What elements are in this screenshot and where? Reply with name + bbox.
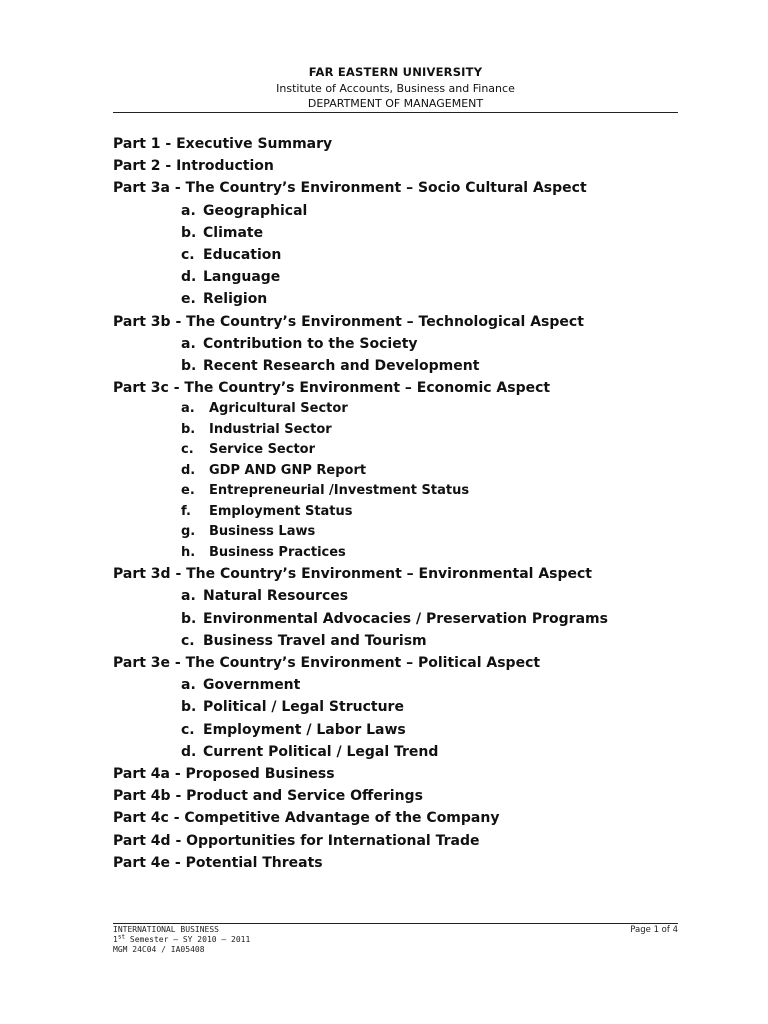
toc-item: b. Political / Legal Structure: [181, 699, 404, 716]
department-name: DEPARTMENT OF MANAGEMENT: [307, 97, 484, 110]
toc-item: b. Recent Research and Development: [181, 357, 480, 374]
toc-item: d. Language: [181, 269, 281, 286]
toc-item: a. Agricultural Sector: [181, 401, 348, 417]
toc-item: e. Entrepreneurial /Investment Status: [181, 483, 470, 499]
footer-semester: 1st Semester – SY 2010 – 2011: [113, 933, 251, 944]
table-of-contents: [113, 133, 713, 874]
footer-course: INTERNATIONAL BUSINESS: [113, 925, 219, 934]
toc-part-1: Part 1 - Executive Summary: [113, 136, 333, 152]
toc-part-4e: Part 4e - Potential Threats: [113, 854, 323, 871]
toc-part-4c: Part 4c - Competitive Advantage of the Company: [113, 810, 500, 827]
header-divider: [113, 112, 678, 113]
toc-item: h. Business Practices: [181, 544, 346, 560]
footer-divider: [113, 923, 678, 924]
page-number: Page 1 of 4: [630, 925, 678, 935]
toc-part-3e: Part 3e - The Country’s Environment – Political Aspect: [113, 655, 541, 671]
toc-part-3c: Part 3c - The Country’s Environment – Economic Aspect: [113, 380, 551, 397]
toc-part-4a: Part 4a - Proposed Business: [113, 765, 335, 782]
institute-name: Institute of Accounts, Business and Finance: [276, 82, 515, 95]
toc-item: d. GDP AND GNP Report: [181, 462, 367, 478]
toc-part-2: Part 2 - Introduction: [113, 158, 274, 175]
toc-part-3a: Part 3a - The Country’s Environment – Socio Cultural Aspect: [113, 180, 587, 197]
toc-item: c. Employment / Labor Laws: [181, 721, 406, 738]
toc-item: g. Business Laws: [181, 524, 316, 540]
toc-item: b. Industrial Sector: [181, 421, 332, 437]
toc-item: a. Natural Resources: [181, 588, 349, 605]
toc-part-4d: Part 4d - Opportunities for International Trade: [113, 832, 480, 849]
toc-item: a. Contribution to the Society: [181, 335, 418, 352]
toc-part-4b: Part 4b - Product and Service Offerings: [113, 788, 423, 805]
toc-item: b. Climate: [181, 224, 264, 241]
toc-item: c. Service Sector: [181, 442, 316, 458]
toc-part-3d: Part 3d - The Country’s Environment – Environmental Aspect: [113, 566, 593, 583]
toc-item: b. Environmental Advocacies / Preservation Programs: [181, 610, 608, 627]
toc-item: a. Government: [181, 677, 301, 694]
university-name: FAR EASTERN UNIVERSITY: [308, 65, 483, 79]
toc-part-3b: Part 3b - The Country’s Environment – Technological Aspect: [113, 313, 584, 330]
toc-item: e. Religion: [181, 291, 268, 308]
toc-item: d. Current Political / Legal Trend: [181, 743, 439, 760]
document-footer: [113, 925, 250, 955]
toc-item: f. Employment Status: [181, 503, 353, 519]
document-header: [113, 64, 678, 111]
toc-item: c. Business Travel and Tourism: [181, 632, 427, 649]
toc-item: c. Education: [181, 246, 282, 263]
toc-item: a. Geographical: [181, 202, 308, 219]
footer-code: MGM 24C04 / IA05408: [113, 945, 205, 954]
